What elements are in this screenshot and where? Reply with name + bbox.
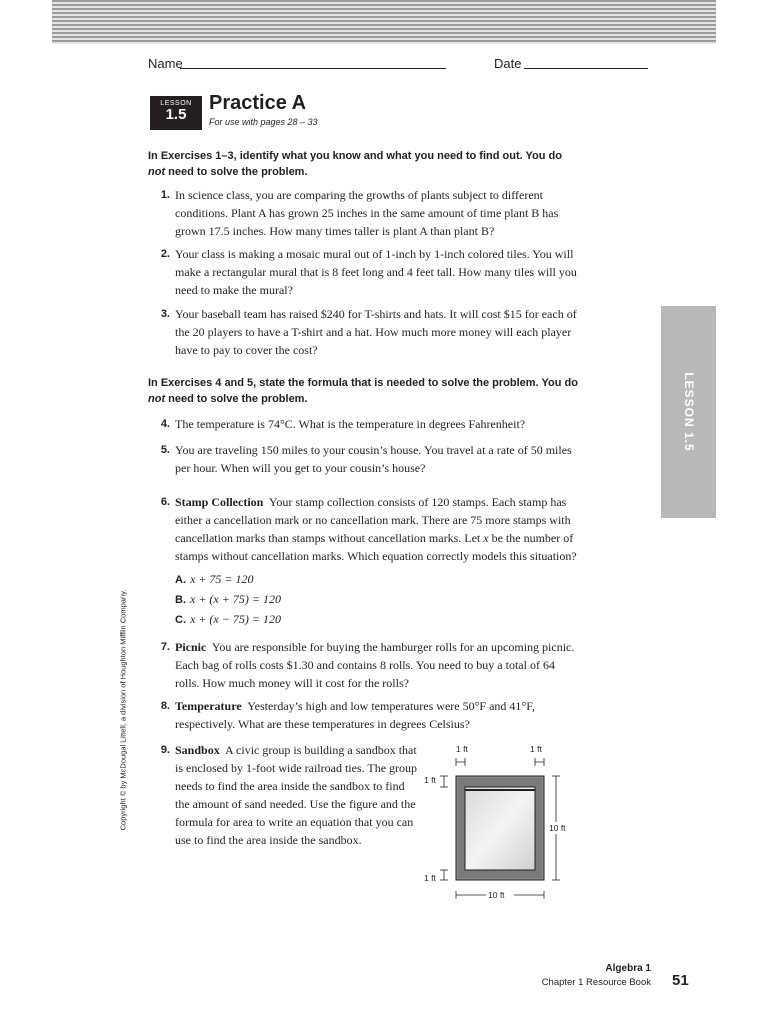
lesson-badge: [150, 96, 202, 130]
exercise-lead: Temperature: [175, 699, 242, 713]
exercise-3: [150, 305, 580, 359]
sand-area: [465, 787, 535, 870]
page-number: 51: [672, 972, 689, 989]
exercise-4: [150, 415, 580, 433]
name-field-line[interactable]: [180, 68, 446, 69]
exercise-text: The temperature is 74°C. What is the temperature in degrees Fahrenheit?: [175, 417, 526, 431]
instructions-emphasis: not: [148, 393, 166, 405]
exercise-text: be the number of stamps without cancellation marks. Which equation correctly models this situation?: [175, 531, 577, 563]
exercise-number: 7.: [160, 641, 170, 653]
lesson-side-tab: [661, 306, 716, 518]
page-subtitle: For use with pages 28 – 33: [209, 117, 318, 127]
exercise-lead: Picnic: [175, 640, 207, 654]
choice-letter: C.: [175, 614, 186, 626]
instructions-text: In Exercises 1–3, identify what you know and what you need to find out. You do: [148, 150, 562, 162]
dim-label-left-bottom: 1 ft: [424, 873, 436, 883]
date-label: Date: [494, 56, 522, 71]
name-date-row: [148, 56, 648, 74]
exercise-5: [150, 441, 580, 477]
choice-b: [175, 590, 281, 609]
exercise-text: You are responsible for buying the hamburger rolls for an upcoming picnic. Each bag of rolls costs $1.30 and contains 8 rolls. You need to buy a total of 64 rolls. How much money will it cost for the rolls?: [175, 640, 575, 690]
dim-label-right: 10 ft: [549, 823, 566, 833]
exercise-text: Your stamp collection consists of 120 stamps. Each stamp has either a cancellation mark or no cancellation mark. There are 75 more stamps with cancellation marks than stamps without cancellation marks. Let: [175, 495, 571, 545]
choice-equation: x + (x + 75) = 120: [190, 592, 281, 606]
copyright-notice: Copyright © by McDougal Littell, a division of Houghton Mifflin Company.: [118, 589, 128, 831]
choice-equation: x + (x − 75) = 120: [190, 612, 281, 626]
exercise-9: [150, 741, 420, 849]
exercise-number: 5.: [160, 444, 170, 456]
exercise-1: [150, 186, 580, 240]
exercise-number: 1.: [160, 189, 170, 201]
dim-label-top-left: 1 ft: [456, 744, 468, 754]
exercise-2: [150, 245, 580, 299]
name-label: Name: [148, 56, 183, 71]
dim-label-top-right: 1 ft: [530, 744, 542, 754]
instructions-text: need to solve the problem.: [165, 166, 308, 178]
lesson-side-tab-label: LESSON 1.5: [681, 372, 696, 452]
exercise-variable: x: [483, 531, 489, 545]
date-field-line[interactable]: [524, 68, 648, 69]
exercise-7: [150, 638, 580, 692]
lesson-badge-label: LESSON: [160, 100, 192, 107]
instructions-exercises-1-3: [148, 148, 578, 180]
instructions-exercises-4-5: [148, 375, 578, 407]
instructions-text: In Exercises 4 and 5, state the formula that is needed to solve the problem. You do: [148, 377, 578, 389]
exercise-lead: Sandbox: [175, 743, 220, 757]
choice-letter: B.: [175, 594, 186, 606]
header-stripe-band: [52, 0, 716, 44]
page-title: Practice A: [209, 92, 307, 114]
choice-c: [175, 610, 281, 629]
exercise-number: 4.: [160, 418, 170, 430]
exercise-text: In science class, you are comparing the growths of plants subject to different conditions. Plant A has grown 25 inches in the same amount of time plant B has grown 17.5 inches. How many times taller is plant A than plant B?: [175, 188, 559, 238]
exercise-number: 6.: [160, 496, 170, 508]
exercise-8: [150, 697, 580, 733]
exercise-text: You are traveling 150 miles to your cousin’s house. You travel at a rate of 50 miles per hour. When will you get to your cousin’s house?: [175, 443, 572, 475]
choice-equation: x + 75 = 120: [190, 572, 254, 586]
exercise-lead: Stamp Collection: [175, 495, 264, 509]
choice-a: [175, 570, 254, 589]
exercise-number: 2.: [160, 248, 170, 260]
exercise-number: 9.: [160, 744, 170, 756]
dim-label-left-top: 1 ft: [424, 775, 436, 785]
sandbox-figure: [420, 740, 580, 905]
exercise-6: [150, 493, 580, 565]
lesson-badge-number: 1.5: [165, 106, 187, 123]
instructions-emphasis: not: [148, 166, 166, 178]
footer-resource-title: Chapter 1 Resource Book: [541, 977, 651, 988]
exercise-text: Your baseball team has raised $240 for T-shirts and hats. It will cost $15 for each of the 20 players to have a T-shirt and a hat. How much more money will each player have to pay to cover the cost?: [175, 307, 577, 357]
exercise-text: A civic group is building a sandbox that is enclosed by 1-foot wide railroad ties. The group needs to find the area inside the sandbox to find the amount of sand needed. Use the figure and the formula for area to write an equation that you can use to find the area inside the sandbox.: [175, 743, 418, 847]
exercise-number: 3.: [160, 308, 170, 320]
exercise-text: Yesterday’s high and low temperatures were 50°F and 41°F, respectively. What are these temperatures in degrees Celsius?: [175, 699, 535, 731]
exercise-number: 8.: [160, 700, 170, 712]
instructions-text: need to solve the problem.: [165, 393, 308, 405]
dim-label-bottom: 10 ft: [488, 890, 505, 900]
exercise-text: Your class is making a mosaic mural out of 1-inch by 1-inch colored tiles. You will make a rectangular mural that is 8 feet long and 4 feet tall. How many tiles will you need to make the mural?: [175, 247, 577, 297]
footer-book-title: Algebra 1: [605, 963, 651, 974]
choice-letter: A.: [175, 574, 186, 586]
